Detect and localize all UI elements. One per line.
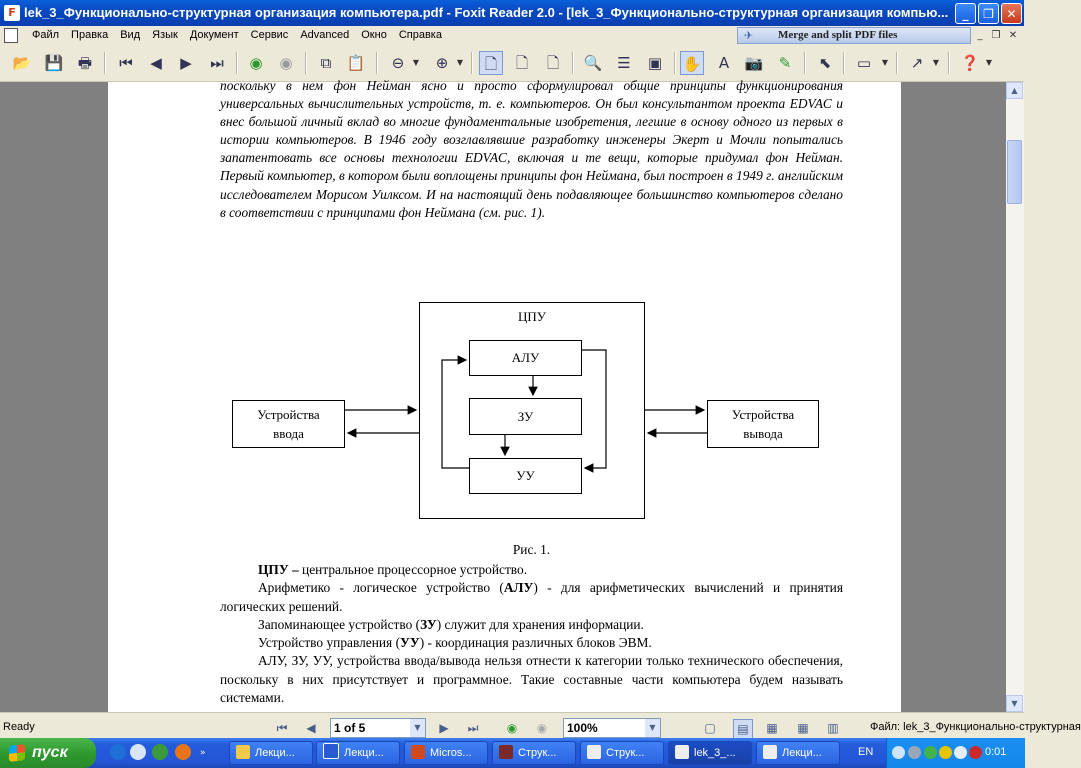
status-first-page-icon[interactable]: ⏮ xyxy=(276,721,288,735)
bookmarks-icon[interactable]: ☰ xyxy=(617,54,631,72)
task-structure-2[interactable]: Струк... xyxy=(580,741,664,765)
zoom-out-dropdown-icon[interactable]: ▼ xyxy=(412,58,420,67)
zoom-dropdown-icon[interactable]: ▼ xyxy=(645,719,660,737)
foxit-task-icon xyxy=(675,745,689,759)
continuous-view-icon[interactable]: ▢ xyxy=(704,721,716,735)
hand-tool-icon[interactable]: ✋ xyxy=(680,51,704,75)
foxit-icon[interactable]: F xyxy=(4,5,20,21)
last-page-icon[interactable]: ⏭ xyxy=(210,54,224,72)
fit-width-icon[interactable]: 🗋 xyxy=(515,54,529,72)
snapshot-icon[interactable]: 📷 xyxy=(744,54,764,72)
previous-page-icon[interactable]: ◀ xyxy=(150,54,162,72)
pdf-icon xyxy=(587,745,601,759)
file-info: Файл: lek_3_Функционально-структурная xyxy=(870,721,1081,733)
menu-edit[interactable]: Правка xyxy=(71,29,109,41)
output-line-1: Устройства xyxy=(731,407,795,422)
memory-box: ЗУ xyxy=(469,398,582,435)
image-icon[interactable]: ✎ xyxy=(778,54,792,72)
annotation-icon[interactable]: ▭ xyxy=(856,54,872,72)
mdi-restore-button[interactable]: ❐ xyxy=(991,30,1001,41)
close-button[interactable]: ✕ xyxy=(1001,3,1022,24)
zoom-in-dropdown-icon[interactable]: ▼ xyxy=(456,58,464,67)
media-icon[interactable] xyxy=(152,744,168,760)
input-line-1: Устройства xyxy=(257,407,320,422)
status-back-icon[interactable]: ◉ xyxy=(506,721,518,735)
find-icon[interactable]: 🔍 xyxy=(583,54,603,72)
annotation-dropdown-icon[interactable]: ▼ xyxy=(881,58,889,67)
status-text: Ready xyxy=(3,721,35,733)
clock: 0:01 xyxy=(985,746,1007,758)
thumbnails-icon[interactable]: ▣ xyxy=(647,54,663,72)
layout-icon[interactable]: ▥ xyxy=(827,721,839,735)
language-indicator[interactable]: EN xyxy=(858,746,874,758)
menu-tools[interactable]: Сервис xyxy=(250,29,289,41)
scroll-down-icon[interactable]: ▼ xyxy=(1006,695,1023,712)
scroll-thumb[interactable] xyxy=(1007,140,1022,204)
menu-view[interactable]: Вид xyxy=(120,29,141,41)
tray-app-icon[interactable] xyxy=(924,746,937,759)
scroll-up-icon[interactable]: ▲ xyxy=(1006,82,1023,99)
task-powerpoint[interactable]: Micros... xyxy=(404,741,488,765)
merge-split-banner[interactable] xyxy=(737,27,971,44)
zoom-in-icon[interactable]: ⊕ xyxy=(435,54,449,72)
first-page-icon[interactable]: ⏮ xyxy=(119,54,133,72)
help-dropdown-icon[interactable]: ▼ xyxy=(985,58,993,67)
fit-page-icon[interactable]: 🗋 xyxy=(546,54,560,72)
select-text-icon[interactable]: A xyxy=(718,54,730,72)
paste-icon[interactable]: 📋 xyxy=(346,54,366,72)
save-icon[interactable]: 💾 xyxy=(44,54,64,72)
vertical-scrollbar[interactable] xyxy=(1006,82,1024,712)
page-number-field[interactable] xyxy=(330,718,426,738)
document-viewport[interactable] xyxy=(0,78,1006,712)
folder-icon xyxy=(236,745,250,759)
word-icon xyxy=(323,743,339,759)
zoom-value: 100% xyxy=(567,721,598,735)
definition-alu: Арифметико - логическое устройство (АЛУ) - для арифметических вычислений и принятия логических решений. xyxy=(220,580,843,614)
page-number-value: 1 of 5 xyxy=(334,721,366,735)
taskbar xyxy=(0,738,1024,768)
paper-plane-icon: ✈ xyxy=(744,29,754,42)
pdf-task-icon xyxy=(763,745,777,759)
control-to-alu-arrow xyxy=(442,360,469,468)
print-icon[interactable]: 🖶 xyxy=(77,54,93,72)
input-line-2: ввода xyxy=(273,426,304,441)
diagram-arrows xyxy=(220,298,843,538)
volume-icon[interactable] xyxy=(954,746,967,759)
control-box: УУ xyxy=(469,458,582,494)
antivirus-icon[interactable] xyxy=(969,746,982,759)
mdi-close-button[interactable]: ✕ xyxy=(1008,30,1018,41)
title-bar xyxy=(0,0,1024,26)
body-paragraph: поскольку в нем фон Нейман ясно и просто сформулировал общие принципы функционирования универсальных вычислительных устройств, т. е. компьютеров. Он был консультантом проекта EDVAC и внес большой личный вклад во многие фундаментальные изобретения, легшие в основу одного из первых в истории компьютеров. В 1946 году возглавлявшие разработку инженеры Экерт и Мочли попытались запатентовать все основы технологии EDVAC, включая и те вещи, которые придумал фон Нейман. Первый компьютер, в котором были воплощены принципы фон Неймана, был построен в 1949 г. английским исследователем Морисом Уилксом. И на настоящий день подавляющее большинство компьютеров сделано в соответствии с принципами фон Неймана (см. рис. 1). xyxy=(220,78,843,220)
powerpoint-icon xyxy=(411,745,425,759)
alu-to-control-arrow xyxy=(582,350,606,468)
single-page-icon[interactable]: 🗋 xyxy=(479,51,503,75)
system-tray xyxy=(886,738,1025,768)
tray-star-icon[interactable] xyxy=(939,746,952,759)
arrow-tool-dropdown-icon[interactable]: ▼ xyxy=(932,58,940,67)
definition-cpu: ЦПУ – центральное процессорное устройство. xyxy=(258,562,528,577)
status-next-page-icon[interactable]: ▶ xyxy=(439,721,449,735)
maximize-button[interactable]: ❐ xyxy=(978,3,999,24)
menu-window[interactable]: Окно xyxy=(361,29,387,41)
window-title: lek_3_Функционально-структурная организация компьютера.pdf - Foxit Reader 2.0 - [lek_3_Функционально-структурная организация компью... xyxy=(24,5,949,20)
menu-document[interactable]: Документ xyxy=(189,29,239,41)
menu-advanced[interactable]: Advanced xyxy=(300,29,350,41)
next-page-icon[interactable]: ▶ xyxy=(180,54,192,72)
doc-icon xyxy=(499,745,513,759)
desktop-icon[interactable] xyxy=(130,744,146,760)
menu-help[interactable]: Справка xyxy=(398,29,442,41)
tray-chevron-icon[interactable] xyxy=(892,746,905,759)
alu-box: АЛУ xyxy=(469,340,582,376)
definitions-block xyxy=(220,561,843,707)
task-pdf-2[interactable]: Лекци... xyxy=(756,741,840,765)
firefox-icon[interactable] xyxy=(175,744,191,760)
windows-logo-icon xyxy=(9,744,25,762)
menu-file[interactable]: Файл xyxy=(32,29,60,41)
single-view-icon[interactable]: ▤ xyxy=(733,719,753,739)
network-icon[interactable] xyxy=(908,746,921,759)
facing-view-icon[interactable]: ▦ xyxy=(766,721,778,735)
zoom-field[interactable] xyxy=(563,718,661,738)
task-structure-1[interactable]: Струк... xyxy=(492,741,576,765)
cpu-label: ЦПУ xyxy=(518,309,546,324)
start-label: пуск xyxy=(32,744,68,761)
menu-language[interactable]: Язык xyxy=(152,29,178,41)
page-dropdown-icon[interactable]: ▼ xyxy=(410,719,425,737)
mdi-minimize-button[interactable]: _ xyxy=(977,30,983,41)
definition-systems: АЛУ, ЗУ, УУ, устройства ввода/вывода нельзя отнести к категории только технического обеспечения, поскольку в них присутствует и программное. Такие составные части компьютера будем называть системами. xyxy=(220,653,843,706)
quicklaunch-chevron-icon[interactable]: » xyxy=(200,748,206,758)
select-arrow-icon[interactable]: ⬉ xyxy=(818,54,832,72)
arrow-tool-icon[interactable]: ↗ xyxy=(910,54,924,72)
start-button[interactable] xyxy=(0,738,96,768)
status-previous-page-icon[interactable]: ◀ xyxy=(306,721,316,735)
merge-split-label: Merge and split PDF files xyxy=(778,29,898,41)
open-folder-icon[interactable]: 📂 xyxy=(12,54,32,72)
figure-caption: Рис. 1. xyxy=(512,542,551,557)
definition-control: Устройство управления (УУ) - координация различных блоков ЭВМ. xyxy=(258,635,652,651)
task-folder-1[interactable]: Лекци... xyxy=(229,741,313,765)
task-foxit-active[interactable]: lek_3_... xyxy=(668,741,752,765)
copy-icon[interactable]: ⧉ xyxy=(320,54,332,72)
back-icon[interactable]: ◉ xyxy=(249,54,263,72)
status-forward-icon[interactable]: ◉ xyxy=(536,721,548,735)
task-word-1[interactable]: Лекци... xyxy=(316,741,400,765)
definition-memory: Запоминающее устройство (ЗУ) служит для хранения информации. xyxy=(258,616,644,632)
continuous-facing-icon[interactable]: ▦ xyxy=(797,721,809,735)
minimize-button[interactable]: _ xyxy=(955,3,976,24)
forward-icon[interactable]: ◉ xyxy=(279,54,293,72)
zoom-out-icon[interactable]: ⊖ xyxy=(391,54,405,72)
help-icon[interactable]: ❓ xyxy=(960,54,980,72)
document-icon[interactable] xyxy=(4,28,18,43)
status-last-page-icon[interactable]: ⏭ xyxy=(467,721,479,735)
ie-icon[interactable] xyxy=(110,744,126,760)
output-line-2: вывода xyxy=(743,426,783,441)
